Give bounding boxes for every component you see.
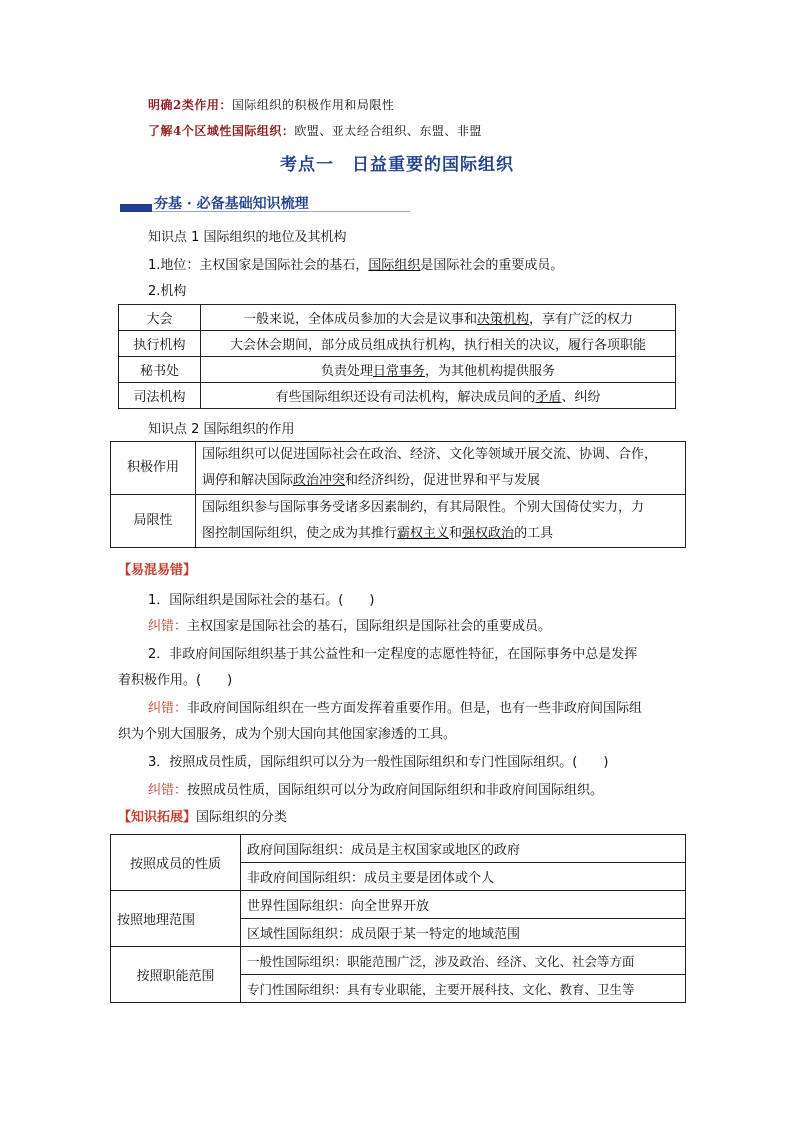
role-desc-positive: 国际组织可以促进国际社会在政治、经济、文化等领域开展交流、协调、合作， 调停和解决国际政治冲突和经济纠纷，促进世界和平与发展 [196, 442, 686, 495]
role-table [110, 441, 686, 548]
kp1-heading: 知识点 1 国际组织的地位及其机构 [148, 230, 347, 245]
extension-heading [118, 806, 287, 825]
error-answer-2-line-2: 织为个别大国服务，成为个别大国向其他国家渗透的工具。 [118, 727, 457, 742]
goal-line-2 [148, 122, 482, 139]
goal-line-1 [148, 96, 394, 113]
class-item: 一般性国际组织：职能范围广泛，涉及政治、经济、文化、社会等方面 [241, 947, 686, 975]
answer-label: 纠错： [148, 701, 188, 716]
org-desc: 一般来说，全体成员参加的大会是议事和决策机构，享有广泛的权力 [201, 305, 676, 331]
table-row [111, 495, 686, 548]
kp1-status-b: 是国际社会的重要成员。 [420, 258, 564, 273]
class-label: 按照成员的性质 [111, 835, 241, 891]
goal-text-1: 国际组织的积极作用和局限性 [231, 98, 395, 112]
org-desc: 有些国际组织还设有司法机构，解决成员间的矛盾、纠纷 [201, 383, 676, 409]
error-question-1: 1．国际组织是国际社会的基石。( ) [148, 593, 375, 608]
error-answer-2-line-1: 纠错：非政府间国际组织在一些方面发挥着重要作用。但是，也有一些非政府间国际组 [148, 701, 643, 716]
table-row [119, 383, 676, 409]
org-desc: 大会休会期间，部分成员组成执行机构，执行相关的决议，履行各项职能 [201, 331, 676, 357]
section-banner [120, 193, 412, 213]
goal-text-2: 欧盟、亚太经合组织、东盟、非盟 [294, 124, 482, 138]
role-label-limit: 局限性 [111, 495, 196, 548]
table-row [111, 891, 686, 919]
banner-bar [120, 204, 152, 212]
classification-table [110, 834, 686, 1003]
class-item: 政府间国际组织：成员是主权国家或地区的政府 [241, 835, 686, 863]
role-label-positive: 积极作用 [111, 442, 196, 495]
errors-tag: 【易混易错】 [118, 563, 197, 578]
class-item: 非政府间国际组织：成员主要是团体或个人 [241, 863, 686, 891]
table-row [119, 305, 676, 331]
role-desc-limit: 国际组织参与国际事务受诸多因素制约，有其局限性。个别大国倚仗实力，力 图控制国际组织，使之成为其推行霸权主义和强权政治的工具 [196, 495, 686, 548]
kp2-heading: 知识点 2 国际组织的作用 [148, 422, 295, 437]
kp1-status-u: 国际组织 [368, 258, 421, 273]
goal-label-1: 明确2类作用： [148, 98, 232, 112]
error-answer-1: 纠错：主权国家是国际社会的基石，国际组织是国际社会的重要成员。 [148, 619, 552, 634]
org-label: 司法机构 [119, 383, 201, 409]
table-row [111, 835, 686, 863]
answer-label: 纠错： [148, 619, 188, 634]
class-item: 世界性国际组织：向全世界开放 [241, 891, 686, 919]
org-label: 秘书处 [119, 357, 201, 383]
org-label: 执行机构 [119, 331, 201, 357]
error-question-2-line-2: 着积极作用。( ) [118, 673, 233, 688]
table-row [119, 357, 676, 383]
error-answer-3: 纠错：按照成员性质，国际组织可以分为政府间国际组织和非政府间国际组织。 [148, 783, 604, 798]
kp1-status-a: 1.地位：主权国家是国际社会的基石， [148, 258, 369, 273]
error-question-3: 3．按照成员性质，国际组织可以分为一般性国际组织和专门性国际组织。( ) [148, 755, 609, 770]
answer-label: 纠错： [148, 783, 188, 798]
org-label: 大会 [119, 305, 201, 331]
class-label: 按照职能范围 [111, 947, 241, 1003]
page-title: 考点一 日益重要的国际组织 [280, 155, 514, 175]
banner-text: 夯基 · 必备基础知识梳理 [154, 196, 309, 212]
table-row [119, 331, 676, 357]
class-label: 按照地理范围 [111, 891, 241, 947]
kp1-org-heading: 2.机构 [148, 284, 187, 299]
kp1-status [148, 254, 563, 273]
org-table [118, 304, 676, 409]
table-row [111, 947, 686, 975]
extension-text: 国际组织的分类 [196, 810, 288, 825]
extension-tag: 【知识拓展】 [118, 810, 197, 825]
error-question-2-line-1: 2．非政府间国际组织基于其公益性和一定程度的志愿性特征，在国际事务中总是发挥 [148, 647, 638, 662]
table-row [111, 442, 686, 495]
class-item: 区域性国际组织：成员限于某一特定的地域范围 [241, 919, 686, 947]
class-item: 专门性国际组织：具有专业职能，主要开展科技、文化、教育、卫生等 [241, 975, 686, 1003]
org-desc: 负责处理日常事务，为其他机构提供服务 [201, 357, 676, 383]
goal-label-2: 了解4个区域性国际组织： [148, 124, 295, 138]
